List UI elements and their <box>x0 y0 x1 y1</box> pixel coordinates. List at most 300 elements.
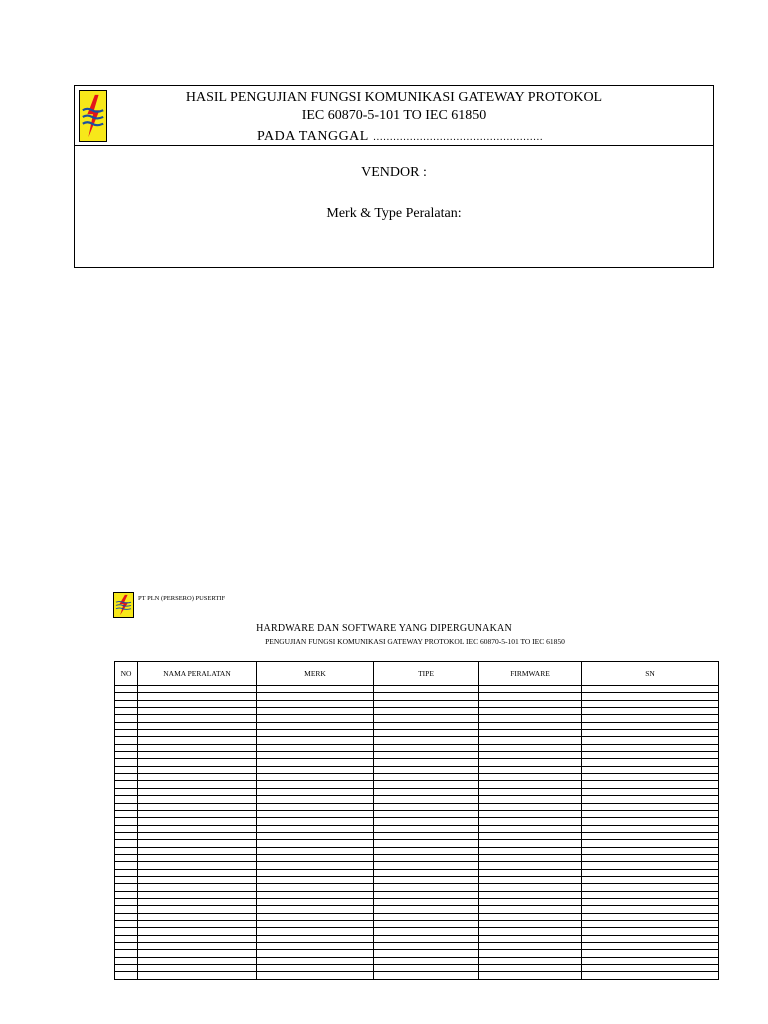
table-cell <box>374 854 479 861</box>
table-cell <box>257 943 374 950</box>
table-cell <box>138 950 257 957</box>
table-cell <box>479 788 582 795</box>
table-body <box>115 686 719 980</box>
table-cell <box>374 708 479 715</box>
table-cell <box>479 715 582 722</box>
table-cell <box>479 774 582 781</box>
table-cell <box>374 715 479 722</box>
table-cell <box>257 862 374 869</box>
table-cell <box>479 854 582 861</box>
table-cell <box>138 928 257 935</box>
table-cell <box>257 891 374 898</box>
table-cell <box>138 854 257 861</box>
table-cell <box>115 891 138 898</box>
table-cell <box>115 693 138 700</box>
col-header-nama-peralatan: NAMA PERALATAN <box>138 662 257 686</box>
table-cell <box>257 972 374 979</box>
table-cell <box>582 913 719 920</box>
table-cell <box>257 781 374 788</box>
table-row <box>115 869 719 876</box>
table-row <box>115 686 719 693</box>
table-cell <box>257 898 374 905</box>
table-cell <box>582 759 719 766</box>
table-cell <box>257 722 374 729</box>
table-cell <box>115 906 138 913</box>
section-title: HARDWARE DAN SOFTWARE YANG DIPERGUNAKAN <box>256 623 512 634</box>
table-cell <box>257 759 374 766</box>
table-cell <box>257 935 374 942</box>
table-cell <box>138 972 257 979</box>
table-cell <box>138 935 257 942</box>
table-cell <box>257 869 374 876</box>
table-cell <box>582 950 719 957</box>
table-cell <box>479 759 582 766</box>
table-cell <box>582 847 719 854</box>
header-title-area <box>75 86 713 146</box>
table-cell <box>115 943 138 950</box>
table-cell <box>479 898 582 905</box>
table-cell <box>115 869 138 876</box>
company-name: PT PLN (PERSERO) PUSERTIF <box>138 595 226 602</box>
table-cell <box>257 913 374 920</box>
table-row <box>115 891 719 898</box>
table-row <box>115 818 719 825</box>
table-cell <box>479 869 582 876</box>
table-row <box>115 884 719 891</box>
table-cell <box>257 832 374 839</box>
table-cell <box>374 906 479 913</box>
table-cell <box>374 943 479 950</box>
table-cell <box>479 744 582 751</box>
table-cell <box>115 766 138 773</box>
table-cell <box>582 884 719 891</box>
pln-logo-small-icon <box>113 592 134 618</box>
table-cell <box>479 928 582 935</box>
table-cell <box>479 921 582 928</box>
table-cell <box>257 715 374 722</box>
table-cell <box>257 965 374 972</box>
table-cell <box>374 913 479 920</box>
table-cell <box>257 730 374 737</box>
table-cell <box>115 781 138 788</box>
table-cell <box>257 957 374 964</box>
table-row <box>115 774 719 781</box>
table-cell <box>374 774 479 781</box>
table-cell <box>582 737 719 744</box>
table-cell <box>374 884 479 891</box>
table-cell <box>257 840 374 847</box>
table-cell <box>479 781 582 788</box>
table-cell <box>582 898 719 905</box>
table-row <box>115 766 719 773</box>
table-cell <box>374 693 479 700</box>
table-cell <box>257 921 374 928</box>
hardware-software-table <box>114 661 719 980</box>
table-cell <box>138 722 257 729</box>
table-row <box>115 832 719 839</box>
col-header-tipe: TIPE <box>374 662 479 686</box>
table-cell <box>582 715 719 722</box>
table-cell <box>257 847 374 854</box>
table-cell <box>479 950 582 957</box>
table-cell <box>257 752 374 759</box>
table-cell <box>257 818 374 825</box>
table-cell <box>374 957 479 964</box>
table-cell <box>257 854 374 861</box>
table-cell <box>257 744 374 751</box>
table-cell <box>138 788 257 795</box>
table-cell <box>582 825 719 832</box>
table-cell <box>115 774 138 781</box>
table-cell <box>115 730 138 737</box>
table-cell <box>138 715 257 722</box>
table-cell <box>138 943 257 950</box>
table-cell <box>115 700 138 707</box>
table-row <box>115 921 719 928</box>
table-cell <box>374 744 479 751</box>
table-row <box>115 744 719 751</box>
table-cell <box>582 891 719 898</box>
table-cell <box>138 774 257 781</box>
table-cell <box>582 854 719 861</box>
table-cell <box>479 722 582 729</box>
table-cell <box>582 752 719 759</box>
table-cell <box>115 913 138 920</box>
table-cell <box>374 686 479 693</box>
table-cell <box>582 972 719 979</box>
table-cell <box>374 832 479 839</box>
table-cell <box>115 796 138 803</box>
table-cell <box>479 840 582 847</box>
table-row <box>115 752 719 759</box>
table-cell <box>374 891 479 898</box>
table-cell <box>138 818 257 825</box>
table-cell <box>115 957 138 964</box>
table-cell <box>582 876 719 883</box>
table-cell <box>582 869 719 876</box>
report-title-line-2: IEC 60870-5-101 TO IEC 61850 <box>301 108 487 123</box>
table-cell <box>582 832 719 839</box>
table-row <box>115 708 719 715</box>
table-row <box>115 810 719 817</box>
table-cell <box>138 869 257 876</box>
table-cell <box>257 708 374 715</box>
table-cell <box>138 921 257 928</box>
table-cell <box>582 935 719 942</box>
table-cell <box>479 766 582 773</box>
table-cell <box>582 766 719 773</box>
table-cell <box>115 972 138 979</box>
table-cell <box>374 781 479 788</box>
table-cell <box>479 943 582 950</box>
table-cell <box>115 854 138 861</box>
table-cell <box>115 737 138 744</box>
table-cell <box>257 737 374 744</box>
section-subtitle: PENGUJIAN FUNGSI KOMUNIKASI GATEWAY PROTOKOL IEC 60870-5-101 TO IEC 61850 <box>265 637 565 646</box>
table-cell <box>374 928 479 935</box>
table-cell <box>582 796 719 803</box>
table-row <box>115 950 719 957</box>
table-cell <box>138 781 257 788</box>
table-cell <box>374 972 479 979</box>
table-cell <box>374 796 479 803</box>
table-cell <box>138 847 257 854</box>
table-cell <box>374 862 479 869</box>
table-cell <box>479 972 582 979</box>
table-cell <box>115 810 138 817</box>
table-cell <box>479 906 582 913</box>
table-cell <box>479 884 582 891</box>
date-line <box>257 129 543 145</box>
table-cell <box>374 730 479 737</box>
table-cell <box>115 935 138 942</box>
table-cell <box>257 950 374 957</box>
table-cell <box>115 950 138 957</box>
table-cell <box>138 898 257 905</box>
table-cell <box>138 913 257 920</box>
table-row <box>115 906 719 913</box>
table-cell <box>257 686 374 693</box>
table-row <box>115 847 719 854</box>
table-cell <box>374 898 479 905</box>
table-cell <box>479 686 582 693</box>
table-cell <box>374 759 479 766</box>
table-cell <box>115 832 138 839</box>
table-row <box>115 862 719 869</box>
table-cell <box>374 788 479 795</box>
table-cell <box>374 840 479 847</box>
table-cell <box>374 935 479 942</box>
table-cell <box>582 803 719 810</box>
table-cell <box>138 744 257 751</box>
table-cell <box>479 818 582 825</box>
table-row <box>115 913 719 920</box>
table-cell <box>138 825 257 832</box>
table-cell <box>257 803 374 810</box>
date-fill-dots: …………………………………………… <box>372 132 543 143</box>
table-header-row <box>115 662 719 686</box>
table-cell <box>257 876 374 883</box>
table-cell <box>374 876 479 883</box>
table-cell <box>138 686 257 693</box>
table-cell <box>374 825 479 832</box>
table-cell <box>582 788 719 795</box>
table-cell <box>582 906 719 913</box>
table-cell <box>115 759 138 766</box>
table-cell <box>582 686 719 693</box>
table-cell <box>479 752 582 759</box>
table-cell <box>138 766 257 773</box>
table-cell <box>479 810 582 817</box>
table-cell <box>374 752 479 759</box>
table-row <box>115 796 719 803</box>
table-cell <box>138 737 257 744</box>
table-cell <box>115 862 138 869</box>
table-cell <box>479 862 582 869</box>
table-cell <box>115 686 138 693</box>
table-row <box>115 928 719 935</box>
table-cell <box>479 796 582 803</box>
table-cell <box>479 708 582 715</box>
table-cell <box>374 803 479 810</box>
table-cell <box>257 693 374 700</box>
table-row <box>115 730 719 737</box>
table-cell <box>138 884 257 891</box>
table-row <box>115 803 719 810</box>
table-cell <box>582 730 719 737</box>
table-cell <box>479 913 582 920</box>
table-cell <box>115 744 138 751</box>
table-cell <box>479 957 582 964</box>
table-cell <box>479 693 582 700</box>
table-row <box>115 957 719 964</box>
table-cell <box>115 928 138 935</box>
table-cell <box>138 876 257 883</box>
table-cell <box>115 722 138 729</box>
table-row <box>115 781 719 788</box>
table-cell <box>115 876 138 883</box>
table-cell <box>257 884 374 891</box>
table-cell <box>257 906 374 913</box>
report-title-line-1: HASIL PENGUJIAN FUNGSI KOMUNIKASI GATEWAY PROTOKOL <box>185 90 603 105</box>
table-cell <box>257 825 374 832</box>
table-cell <box>374 950 479 957</box>
table-cell <box>582 928 719 935</box>
table-row <box>115 840 719 847</box>
table-cell <box>479 876 582 883</box>
table-row <box>115 935 719 942</box>
table-cell <box>582 921 719 928</box>
table-cell <box>257 766 374 773</box>
table-cell <box>374 700 479 707</box>
table-cell <box>479 891 582 898</box>
table-cell <box>582 862 719 869</box>
table-cell <box>582 965 719 972</box>
table-row <box>115 825 719 832</box>
table-cell <box>374 737 479 744</box>
col-header-merk: MERK <box>257 662 374 686</box>
table-cell <box>138 752 257 759</box>
table-cell <box>374 722 479 729</box>
table-row <box>115 700 719 707</box>
table-cell <box>479 737 582 744</box>
table-cell <box>138 810 257 817</box>
table-cell <box>479 965 582 972</box>
table-cell <box>138 708 257 715</box>
table-cell <box>374 766 479 773</box>
table-cell <box>257 810 374 817</box>
table-cell <box>582 693 719 700</box>
date-label: PADA TANGGAL <box>257 129 369 144</box>
table-cell <box>115 847 138 854</box>
table-cell <box>582 722 719 729</box>
table-row <box>115 722 719 729</box>
table-cell <box>582 744 719 751</box>
table-row <box>115 788 719 795</box>
table-cell <box>138 803 257 810</box>
table-cell <box>138 862 257 869</box>
table-cell <box>257 928 374 935</box>
table-cell <box>115 898 138 905</box>
table-row <box>115 715 719 722</box>
table-cell <box>257 796 374 803</box>
table-cell <box>257 788 374 795</box>
table-row <box>115 972 719 979</box>
table-cell <box>115 788 138 795</box>
table-cell <box>138 891 257 898</box>
table-cell <box>138 759 257 766</box>
table-row <box>115 854 719 861</box>
table-cell <box>115 708 138 715</box>
table-cell <box>138 796 257 803</box>
table-cell <box>257 774 374 781</box>
table-cell <box>479 700 582 707</box>
table-row <box>115 737 719 744</box>
table-cell <box>374 818 479 825</box>
vendor-label: VENDOR : <box>361 165 427 180</box>
table-cell <box>374 965 479 972</box>
table-cell <box>582 774 719 781</box>
table-cell <box>257 700 374 707</box>
table-row <box>115 965 719 972</box>
table-cell <box>138 957 257 964</box>
table-cell <box>374 810 479 817</box>
table-cell <box>479 832 582 839</box>
table-cell <box>582 781 719 788</box>
col-header-sn: SN <box>582 662 719 686</box>
table-cell <box>138 832 257 839</box>
table-cell <box>115 921 138 928</box>
table-cell <box>582 957 719 964</box>
table-cell <box>374 869 479 876</box>
report-header-box <box>74 85 714 268</box>
table-row <box>115 759 719 766</box>
table-cell <box>582 840 719 847</box>
table-cell <box>479 847 582 854</box>
table-cell <box>582 943 719 950</box>
table-row <box>115 943 719 950</box>
table-cell <box>479 935 582 942</box>
table-row <box>115 693 719 700</box>
table-row <box>115 898 719 905</box>
table-cell <box>115 965 138 972</box>
table-cell <box>138 840 257 847</box>
col-header-no: NO <box>115 662 138 686</box>
table-cell <box>374 847 479 854</box>
table-cell <box>582 818 719 825</box>
table-cell <box>138 693 257 700</box>
table-cell <box>582 810 719 817</box>
table-cell <box>115 715 138 722</box>
table-cell <box>138 700 257 707</box>
table-cell <box>115 818 138 825</box>
table-cell <box>582 708 719 715</box>
table-cell <box>115 840 138 847</box>
col-header-firmware: FIRMWARE <box>479 662 582 686</box>
merk-type-label: Merk & Type Peralatan: <box>326 206 462 221</box>
table-cell <box>115 803 138 810</box>
table-cell <box>115 884 138 891</box>
table-cell <box>138 965 257 972</box>
table-cell <box>479 825 582 832</box>
table-cell <box>374 921 479 928</box>
table-cell <box>582 700 719 707</box>
table-row <box>115 876 719 883</box>
table-cell <box>479 803 582 810</box>
table-cell <box>138 906 257 913</box>
table-cell <box>115 825 138 832</box>
table-cell <box>479 730 582 737</box>
